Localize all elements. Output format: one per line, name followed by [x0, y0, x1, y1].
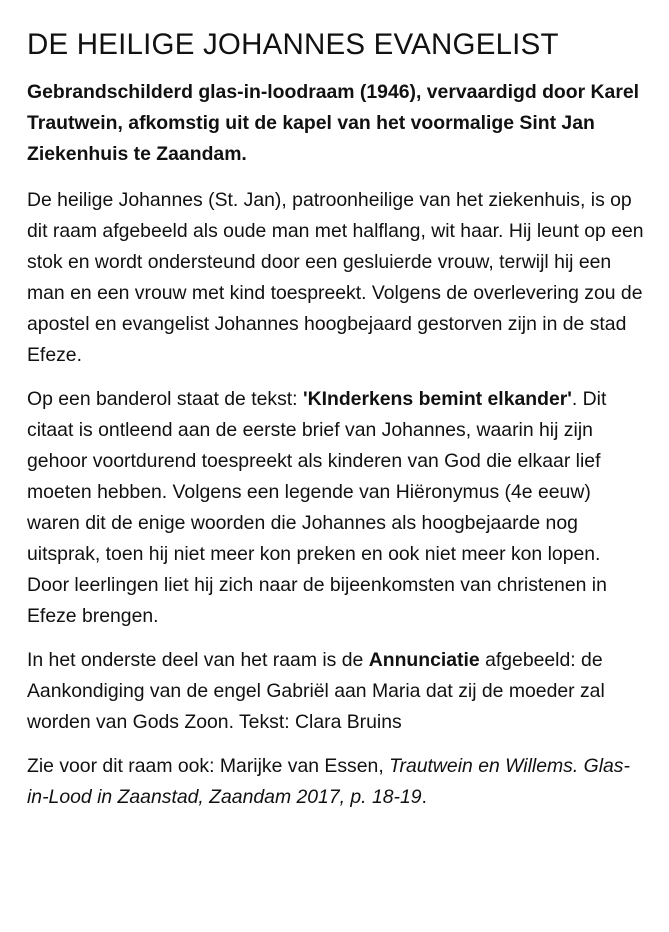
page-title: DE HEILIGE JOHANNES EVANGELIST	[27, 28, 559, 61]
reference-paragraph	[27, 751, 647, 813]
paragraph-2-intro: Op een banderol staat de tekst:	[27, 388, 303, 410]
reference-end: .	[421, 786, 427, 808]
body-paragraph-2	[27, 384, 647, 632]
paragraph-3-intro: In het onderste deel van het raam is de	[27, 649, 369, 671]
paragraph-2-body: . Dit citaat is ontleend aan de eerste brief van Johannes, waarin hij zijn gehoor voortdurend toespreekt als kinderen van God die elkaar lief moeten hebben. Volgens een legende van Hiëronymus (4e eeuw) waren dit de enige woorden die Johannes als hoogbejaarde nog uitsprak, toen hij niet meer kon preken en ook niet meer kon lopen. Door leerlingen liet hij zich naar de bijeenkomsten van christenen in Efeze brengen.	[27, 388, 607, 627]
reference-intro: Zie voor dit raam ook: Marijke van Essen,	[27, 755, 390, 777]
document-page	[27, 26, 647, 826]
lead-paragraph: Gebrandschilderd glas-in-loodraam (1946), vervaardigd door Karel Trautwein, afkomstig uit de kapel van het voormalige Sint Jan Ziekenhuis te Zaandam.	[27, 81, 640, 165]
reference-book-title: Trautwein en Willems. Glas-in-Lood in Zaanstad, Zaandam 2017, p. 18-19	[27, 755, 630, 808]
body-paragraph-3	[27, 645, 647, 738]
annunciatie-term: Annunciatie	[368, 649, 480, 671]
paragraph-3-body: afgebeeld: de Aankondiging van de engel Gabriël aan Maria dat zij de moeder zal worden van Gods Zoon. Tekst: Clara Bruins	[27, 649, 605, 733]
banderol-quote: 'KInderkens bemint elkander'	[302, 388, 572, 410]
body-paragraph-1: De heilige Johannes (St. Jan), patroonheilige van het ziekenhuis, is op dit raam afgebeeld als oude man met halflang, wit haar. Hij leunt op een stok en wordt ondersteund door een gesluierde vrouw, terwijl hij een man en een vrouw met kind toespreekt. Volgens de overlevering zou de apostel en evangelist Johannes hoogbejaard gestorven zijn in de stad Efeze.	[27, 189, 644, 366]
